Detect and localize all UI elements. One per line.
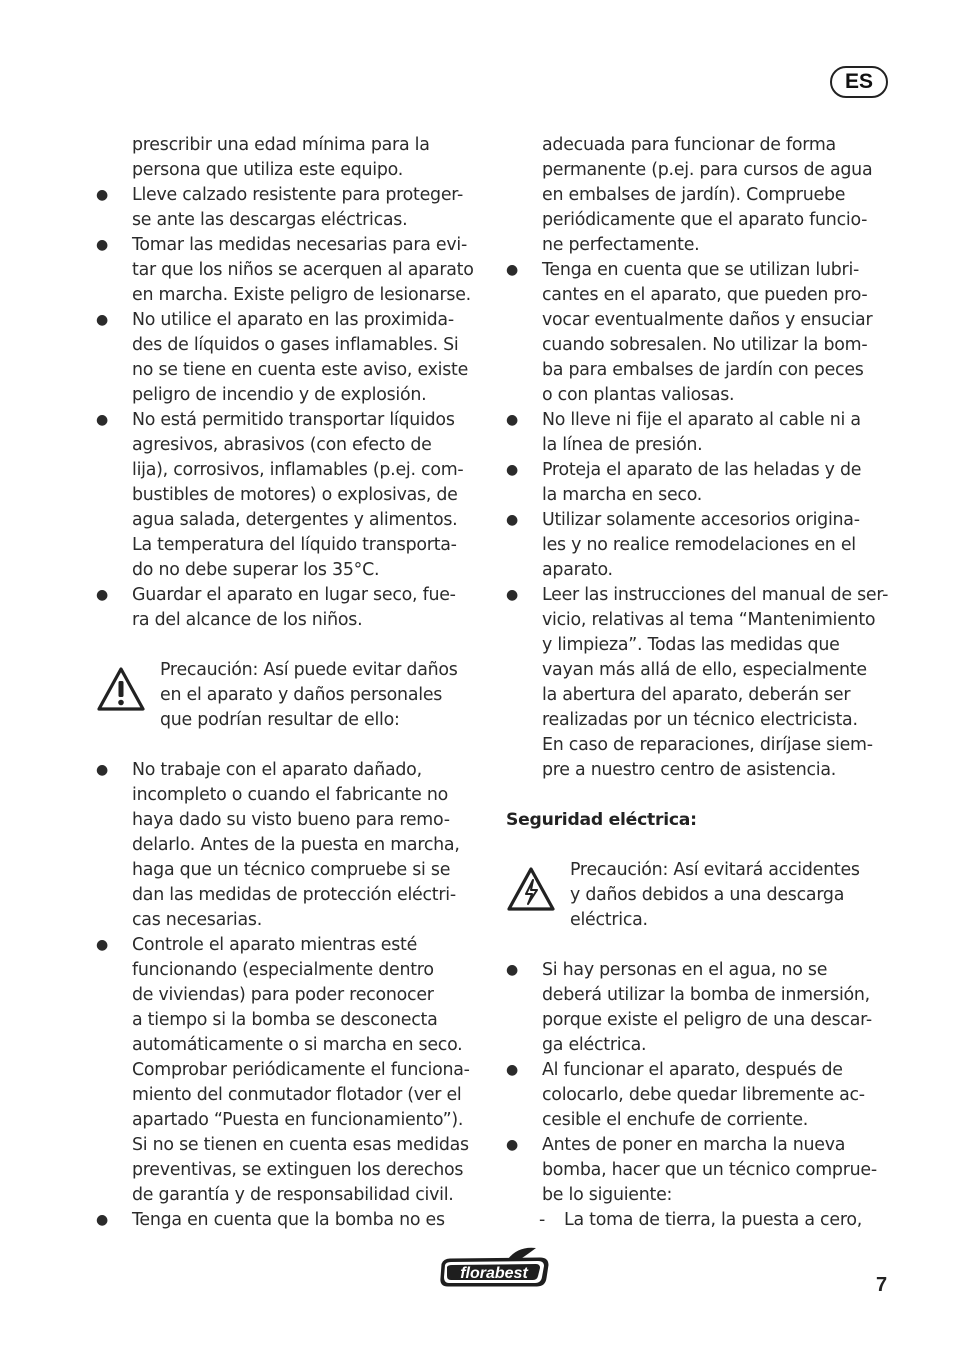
text-line: haya dado su visto bueno para remo- (132, 810, 450, 830)
text-line: agua salada, detergentes y alimentos. (132, 510, 458, 530)
text-line: ra del alcance de los niños. (132, 610, 363, 630)
bullet-icon: ● (96, 937, 108, 953)
text-line: y daños debidos a una descarga (570, 885, 845, 905)
text-line: Antes de poner en marcha la nueva (542, 1135, 846, 1155)
text-line: be lo siguiente: (542, 1185, 673, 1205)
text-line: tar que los niños se acerquen al aparato (132, 260, 474, 280)
text-line: a tiempo si la bomba se desconecta (132, 1010, 438, 1030)
bullet-icon: ● (96, 312, 108, 328)
language-badge: ES (830, 66, 888, 98)
text-line: en marcha. Existe peligro de lesionarse. (132, 285, 471, 305)
text-line: vicio, relativas al tema “Mantenimiento (542, 610, 876, 630)
list-item (96, 583, 484, 633)
bullet-icon: ● (506, 462, 518, 478)
text-line: la línea de presión. (542, 435, 703, 455)
sub-list-item (506, 1208, 894, 1233)
text-line: pre a nuestro centro de asistencia. (542, 760, 837, 780)
text-line: realizadas por un técnico electricista. (542, 710, 858, 730)
bullet-icon: ● (96, 762, 108, 778)
text-line: haga que un técnico compruebe si se (132, 860, 451, 880)
text-line: des de líquidos o gases inflamables. Si (132, 335, 459, 355)
text-line: No está permitido transportar líquidos (132, 410, 455, 430)
text-line: No utilice el aparato en las proximida- (132, 310, 454, 330)
text-line: dan las medidas de protección eléctri- (132, 885, 456, 905)
list-item (506, 408, 894, 458)
section-heading: Seguridad eléctrica: (506, 810, 697, 830)
text-line: vocar eventualmente daños y ensuciar (542, 310, 873, 330)
text-line: cesible el enchufe de corriente. (542, 1110, 809, 1130)
bullet-icon: ● (506, 587, 518, 603)
warning-icon (96, 666, 146, 712)
text-line: la marcha en seco. (542, 485, 703, 505)
text-line: o con plantas valiosas. (542, 385, 735, 405)
bullet-icon: ● (506, 1137, 518, 1153)
text-line: ga eléctrica. (542, 1035, 647, 1055)
text-line: La temperatura del líquido transporta- (132, 535, 457, 555)
text-line: No lleve ni fije el aparato al cable ni a (542, 410, 861, 430)
text-line: Utilizar solamente accesorios origina- (542, 510, 860, 530)
text-line: do no debe superar los 35°C. (132, 560, 380, 580)
text-line: se ante las descargas eléctricas. (132, 210, 408, 230)
text-line: peligro de incendio y de explosión. (132, 385, 427, 405)
text-line: Si hay personas en el agua, no se (542, 960, 828, 980)
text-line: bomba, hacer que un técnico comprue- (542, 1160, 877, 1180)
text-line: porque existe el peligro de una descar- (542, 1010, 872, 1030)
text-line: Leer las instrucciones del manual de ser- (542, 585, 889, 605)
text-line: Lleve calzado resistente para proteger- (132, 185, 464, 205)
paragraph-continuation (506, 133, 894, 258)
text-line: prescribir una edad mínima para la (132, 135, 430, 155)
text-line: Si no se tienen en cuenta esas medidas (132, 1135, 469, 1155)
bullet-icon: ● (506, 262, 518, 278)
list-item (96, 308, 484, 408)
bullet-icon: ● (506, 1062, 518, 1078)
list-item (96, 233, 484, 308)
bullet-icon: ● (96, 237, 108, 253)
text-line: cantes en el aparato, que pueden pro- (542, 285, 868, 305)
text-line: Controle el aparato mientras esté (132, 935, 418, 955)
text-line: vayan más allá de ello, especialmente (542, 660, 867, 680)
list-item (96, 1208, 484, 1233)
text-line: eléctrica. (570, 910, 648, 930)
text-line: ne perfectamente. (542, 235, 700, 255)
dash-marker: - (539, 1210, 546, 1230)
text-line: no se tiene en cuenta este aviso, existe (132, 360, 469, 380)
text-line: deberá utilizar la bomba de inmersión, (542, 985, 870, 1005)
text-line: Comprobar periódicamente el funciona- (132, 1060, 470, 1080)
text-line: incompleto o cuando el fabricante no (132, 785, 448, 805)
text-line: automáticamente o si marcha en seco. (132, 1035, 463, 1055)
text-line: de garantía y de responsabilidad civil. (132, 1185, 454, 1205)
text-line: La toma de tierra, la puesta a cero, (564, 1210, 863, 1230)
text-line: Proteja el aparato de las heladas y de (542, 460, 862, 480)
text-line: Precaución: Así evitará accidentes (570, 860, 860, 880)
text-line: y limpieza”. Todas las medidas que (542, 635, 840, 655)
left-column (96, 133, 484, 1233)
warning-note (96, 658, 484, 733)
svg-text:florabest: florabest (460, 1265, 528, 1282)
paragraph-continuation (96, 133, 484, 183)
text-line: persona que utiliza este equipo. (132, 160, 404, 180)
text-line: ba para embalses de jardín con peces (542, 360, 864, 380)
text-line: permanente (p.ej. para cursos de agua (542, 160, 873, 180)
text-line: Guardar el aparato en lugar seco, fue- (132, 585, 456, 605)
text-line: en el aparato y daños personales (160, 685, 443, 705)
text-line: colocarlo, debe quedar libremente ac- (542, 1085, 865, 1105)
list-item (96, 408, 484, 583)
text-line: Tenga en cuenta que la bomba no es (132, 1210, 445, 1230)
bullet-icon: ● (96, 1212, 108, 1228)
right-column (506, 133, 894, 1233)
text-line: en embalses de jardín). Compruebe (542, 185, 846, 205)
bullet-icon: ● (506, 412, 518, 428)
text-line: funcionando (especialmente dentro (132, 960, 434, 980)
bullet-icon: ● (506, 962, 518, 978)
text-line: No trabaje con el aparato dañado, (132, 760, 422, 780)
list-item (506, 1133, 894, 1208)
text-line: les y no realice remodelaciones en el (542, 535, 856, 555)
electric-hazard-icon (506, 866, 556, 912)
list-item (506, 583, 894, 783)
text-line: de viviendas) para poder reconocer (132, 985, 434, 1005)
list-item (506, 1058, 894, 1133)
page-number: 7 (876, 1274, 888, 1296)
text-line: miento del conmutador flotador (ver el (132, 1085, 462, 1105)
text-line: cuando sobresalen. No utilizar la bom- (542, 335, 868, 355)
text-line: cas necesarias. (132, 910, 262, 930)
list-item (506, 258, 894, 408)
text-line: Tomar las medidas necesarias para evi- (132, 235, 468, 255)
text-line: lija), corrosivos, inflamables (p.ej. com- (132, 460, 464, 480)
text-line: En caso de reparaciones, diríjase siem- (542, 735, 873, 755)
bullet-icon: ● (96, 412, 108, 428)
list-item (96, 758, 484, 933)
text-line: la abertura del aparato, deberán ser (542, 685, 851, 705)
text-line: adecuada para funcionar de forma (542, 135, 836, 155)
list-item (506, 958, 894, 1058)
text-line: Al funcionar el aparato, después de (542, 1060, 843, 1080)
text-line: Tenga en cuenta que se utilizan lubri- (542, 260, 860, 280)
list-item (506, 458, 894, 508)
text-line: preventivas, se extinguen los derechos (132, 1160, 464, 1180)
text-line: delarlo. Antes de la puesta en marcha, (132, 835, 460, 855)
text-line: bustibles de motores) o explosivas, de (132, 485, 458, 505)
florabest-logo (438, 1244, 552, 1290)
list-item (96, 933, 484, 1208)
text-line: que podrían resultar de ello: (160, 710, 400, 730)
text-line: periódicamente que el aparato funcio- (542, 210, 868, 230)
bullet-icon: ● (96, 187, 108, 203)
electric-warning-note (506, 858, 894, 933)
bullet-icon: ● (506, 512, 518, 528)
list-item (506, 508, 894, 583)
text-line: apartado “Puesta en funcionamiento”). (132, 1110, 464, 1130)
text-line: aparato. (542, 560, 613, 580)
list-item (96, 183, 484, 233)
bullet-icon: ● (96, 587, 108, 603)
text-line: Precaución: Así puede evitar daños (160, 660, 458, 680)
text-line: agresivos, abrasivos (con efecto de (132, 435, 432, 455)
